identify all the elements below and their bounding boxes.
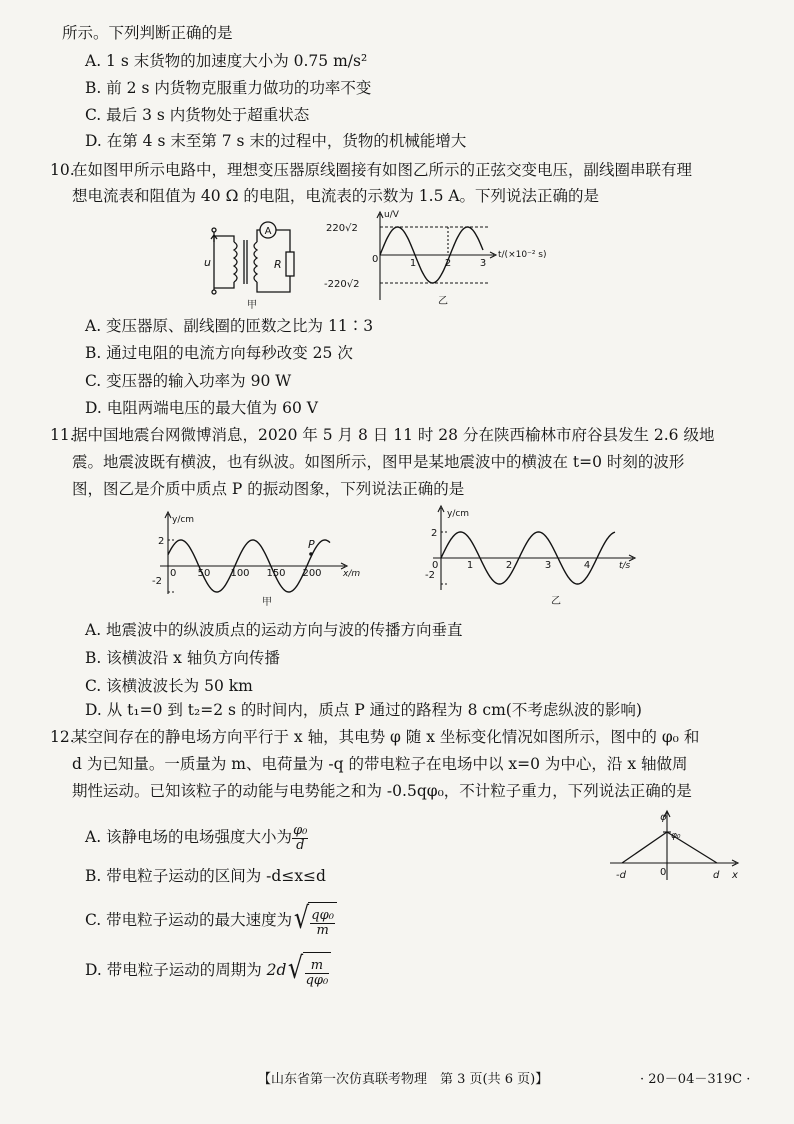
q11-stem-line1: 据中国地震台网微博消息，2020 年 5 月 8 日 11 时 28 分在陕西榆林市府谷县发生 2.6 级地 bbox=[72, 426, 715, 444]
q10-option-c: C. 变压器的输入功率为 90 W bbox=[85, 372, 292, 390]
q10-option-d: D. 电阻两端电压的最大值为 60 V bbox=[85, 399, 319, 417]
q9-option-c: C. 最后 3 s 内货物处于超重状态 bbox=[85, 106, 310, 124]
q9-option-b: B. 前 2 s 内货物克服重力做功的功率不变 bbox=[85, 79, 372, 97]
q12-option-d bbox=[85, 952, 331, 990]
tick-200: 200 bbox=[302, 568, 322, 579]
tick-1: 1 bbox=[409, 258, 417, 269]
tick-100: 100 bbox=[230, 568, 250, 579]
q12-option-d-text: D. 带电粒子运动的周期为 bbox=[85, 961, 262, 979]
q12-stem-line1: 某空间存在的静电场方向平行于 x 轴，其电势 φ 随 x 坐标变化情况如图所示，图中的 φ₀ 和 bbox=[72, 728, 700, 746]
q11-figure-jia bbox=[140, 508, 370, 608]
y-max-label: 220√2 bbox=[326, 223, 358, 234]
voltage-label: u bbox=[204, 256, 211, 269]
tick-3: 3 bbox=[544, 560, 552, 571]
figure-caption-yi: 乙 bbox=[438, 296, 448, 307]
fraction-numerator: m bbox=[305, 959, 330, 974]
tick-2: 2 bbox=[444, 258, 452, 269]
resistor-label: R bbox=[274, 258, 282, 271]
sqrt-expression: √ $\frac{m}{\text{qφ₀}}$ bbox=[286, 952, 331, 990]
y-axis-label: y/cm bbox=[172, 515, 195, 525]
q12-option-c bbox=[85, 902, 337, 940]
y-neg-label: -2 bbox=[152, 576, 162, 587]
q11-option-d: D. 从 t₁=0 到 t₂=2 s 的时间内，质点 P 通过的路程为 8 cm(不考虑纵波的影响) bbox=[85, 701, 642, 719]
q10-figure-yi bbox=[324, 206, 564, 310]
x-axis-label: x bbox=[732, 870, 738, 881]
fraction-denominator: d bbox=[296, 837, 305, 853]
phi-axis-label: φ bbox=[660, 812, 667, 823]
phi0-label: φ₀ bbox=[671, 831, 681, 841]
y-pos-label: 2 bbox=[431, 528, 438, 539]
x-axis-label: x/m bbox=[343, 569, 361, 579]
q11-option-a: A. 地震波中的纵波质点的运动方向与波的传播方向垂直 bbox=[85, 621, 463, 639]
fraction bbox=[292, 824, 308, 853]
q12-option-b: B. 带电粒子运动的区间为 -d≤x≤d bbox=[85, 867, 326, 885]
figure-caption-jia: 甲 bbox=[247, 300, 257, 311]
sqrt-expression: √ $\frac{\text{qφ₀}}{m}$ bbox=[292, 902, 337, 940]
x-axis-label: t/(×10⁻² s) bbox=[498, 250, 547, 260]
x-axis-label: t/s bbox=[619, 561, 631, 571]
q12-option-a-text: A. 该静电场的电场强度大小为 bbox=[85, 828, 293, 846]
tick-4: 4 bbox=[583, 560, 591, 571]
y-neg-label: -2 bbox=[425, 570, 435, 581]
q11-option-b: B. 该横波沿 x 轴负方向传播 bbox=[85, 649, 280, 667]
tick-1: 1 bbox=[466, 560, 474, 571]
q11-stem-line3: 图，图乙是介质中质点 P 的振动图象，下列说法正确的是 bbox=[72, 480, 465, 498]
minus-d-label: -d bbox=[616, 870, 626, 881]
figure-caption-jia: 甲 bbox=[262, 597, 272, 608]
page-footer: 【山东省第一次仿真联考物理 第 3 页(共 6 页)】 bbox=[258, 1072, 549, 1087]
d-label: d bbox=[713, 870, 720, 881]
origin-label: 0 bbox=[372, 254, 379, 265]
q9-option-a: A. 1 s 末货物的加速度大小为 0.75 m/s² bbox=[85, 52, 368, 70]
origin-label: 0 bbox=[660, 867, 667, 878]
tick-50: 50 bbox=[197, 568, 211, 579]
q12-option-a bbox=[85, 822, 308, 853]
q9-stem-end: 所示。下列判断正确的是 bbox=[62, 24, 233, 42]
q12-stem-line3: 期性运动。已知该粒子的动能与电势能之和为 -0.5qφ₀，不计粒子重力，下列说法正确的是 bbox=[72, 782, 692, 800]
q12-figure bbox=[600, 808, 750, 888]
q11-number: 11. bbox=[50, 426, 75, 444]
ammeter-label: A bbox=[264, 226, 272, 237]
point-p-label: P bbox=[308, 538, 315, 551]
q11-figure-yi bbox=[415, 502, 655, 612]
coefficient: 2d bbox=[266, 961, 287, 979]
q10-figure-jia bbox=[200, 212, 310, 312]
q12-number: 12. bbox=[50, 728, 75, 746]
q12-option-c-text: C. 带电粒子运动的最大速度为 bbox=[85, 911, 293, 929]
figure-caption-yi: 乙 bbox=[551, 596, 561, 607]
tick-150: 150 bbox=[266, 568, 286, 579]
q9-option-d: D. 在第 4 s 末至第 7 s 末的过程中，货物的机械能增大 bbox=[85, 132, 467, 150]
q10-option-b: B. 通过电阻的电流方向每秒改变 25 次 bbox=[85, 344, 353, 362]
y-axis-label: u/V bbox=[384, 210, 399, 220]
q10-stem-line1: 在如图甲所示电路中，理想变压器原线圈接有如图乙所示的正弦交变电压，副线圈串联有理 bbox=[72, 161, 693, 179]
exam-code: · 20－04－319C · bbox=[640, 1072, 751, 1087]
fraction-numerator: qφ₀ bbox=[311, 907, 334, 923]
fraction-denominator: m bbox=[316, 922, 329, 938]
origin-label: 0 bbox=[432, 560, 439, 571]
origin-label: 0 bbox=[170, 568, 177, 579]
fraction-numerator: φ₀ bbox=[293, 822, 308, 838]
fraction-denominator: qφ₀ bbox=[305, 972, 329, 988]
q11-option-c: C. 该横波波长为 50 km bbox=[85, 677, 253, 695]
tick-3: 3 bbox=[479, 258, 487, 269]
q12-stem-line2: d 为已知量。一质量为 m、电荷量为 -q 的带电粒子在电场中以 x=0 为中心，沿 x 轴做周 bbox=[72, 755, 688, 773]
q10-stem-line2: 想电流表和阻值为 40 Ω 的电阻，电流表的示数为 1.5 A。下列说法正确的是 bbox=[72, 187, 600, 205]
q10-option-a: A. 变压器原、副线圈的匝数之比为 11∶3 bbox=[85, 317, 374, 335]
tick-2: 2 bbox=[505, 560, 513, 571]
y-pos-label: 2 bbox=[158, 536, 165, 547]
q11-stem-line2: 震。地震波既有横波，也有纵波。如图所示，图甲是某地震波中的横波在 t=0 时刻的波形 bbox=[72, 453, 685, 471]
y-min-label: -220√2 bbox=[324, 279, 360, 290]
y-axis-label: y/cm bbox=[447, 509, 470, 519]
q10-number: 10. bbox=[50, 161, 75, 179]
